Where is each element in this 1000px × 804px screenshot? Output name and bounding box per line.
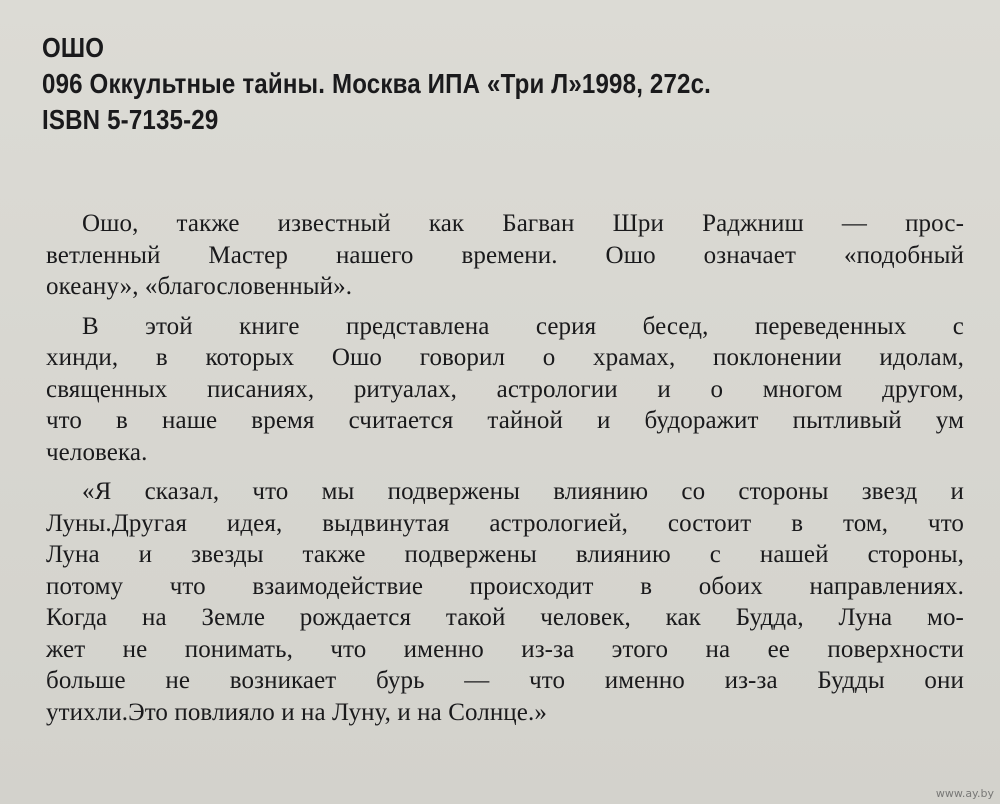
text-line: В этой книге представлена серия бесед, переведенных с xyxy=(82,312,964,340)
text-line: Ошо, также известный как Багван Шри Раджниш — прос- xyxy=(82,210,964,237)
text-line: океану», «благословенный». xyxy=(46,273,353,300)
catalog-line: 096 Оккультные тайны. Москва ИПА «Три Л»1998, 272с. xyxy=(42,68,712,99)
text-line: священных писаниях, ритуалах, астрологии и о многом другом, xyxy=(46,375,964,403)
text-line: ветленный Мастер нашего времени. Ошо означает «подобный xyxy=(46,241,964,269)
text-line: утихли.Это повлияло и на Луну, и на Солнце.» xyxy=(46,698,547,726)
text-line: человека. xyxy=(46,438,148,466)
text-line: что в наше время считается тайной и будоражит пытливый ум xyxy=(46,407,964,434)
text-line: хинди, в которых Ошо говорил о храмах, поклонении идолам, xyxy=(46,344,964,371)
text-line: Когда на Земле рождается такой человек, как Будда, Луна мо- xyxy=(46,604,964,631)
site-watermark: www.ay.by xyxy=(935,787,994,800)
author-name: ОШО xyxy=(42,32,105,63)
bibliographic-header xyxy=(42,30,842,138)
text-line: Луны.Другая идея, выдвинутая астрологией, состоит в том, что xyxy=(46,509,964,537)
text-line: жет не понимать, что именно из-за этого на ее поверхности xyxy=(46,635,964,663)
paragraph-3-quote xyxy=(46,476,964,728)
paragraph-1 xyxy=(46,208,964,303)
text-line: больше не возникает бурь — что именно из-за Будды они xyxy=(46,667,964,694)
text-line: «Я сказал, что мы подвержены влиянию со стороны звезд и xyxy=(82,478,964,505)
isbn-line: ISBN 5-7135-29 xyxy=(42,104,219,135)
text-line: Луна и звезды также подвержены влиянию с нашей стороны, xyxy=(46,541,964,568)
text-line: потому что взаимодействие происходит в обоих направлениях. xyxy=(46,572,964,600)
paragraph-2 xyxy=(46,311,964,469)
annotation-text xyxy=(46,208,964,736)
